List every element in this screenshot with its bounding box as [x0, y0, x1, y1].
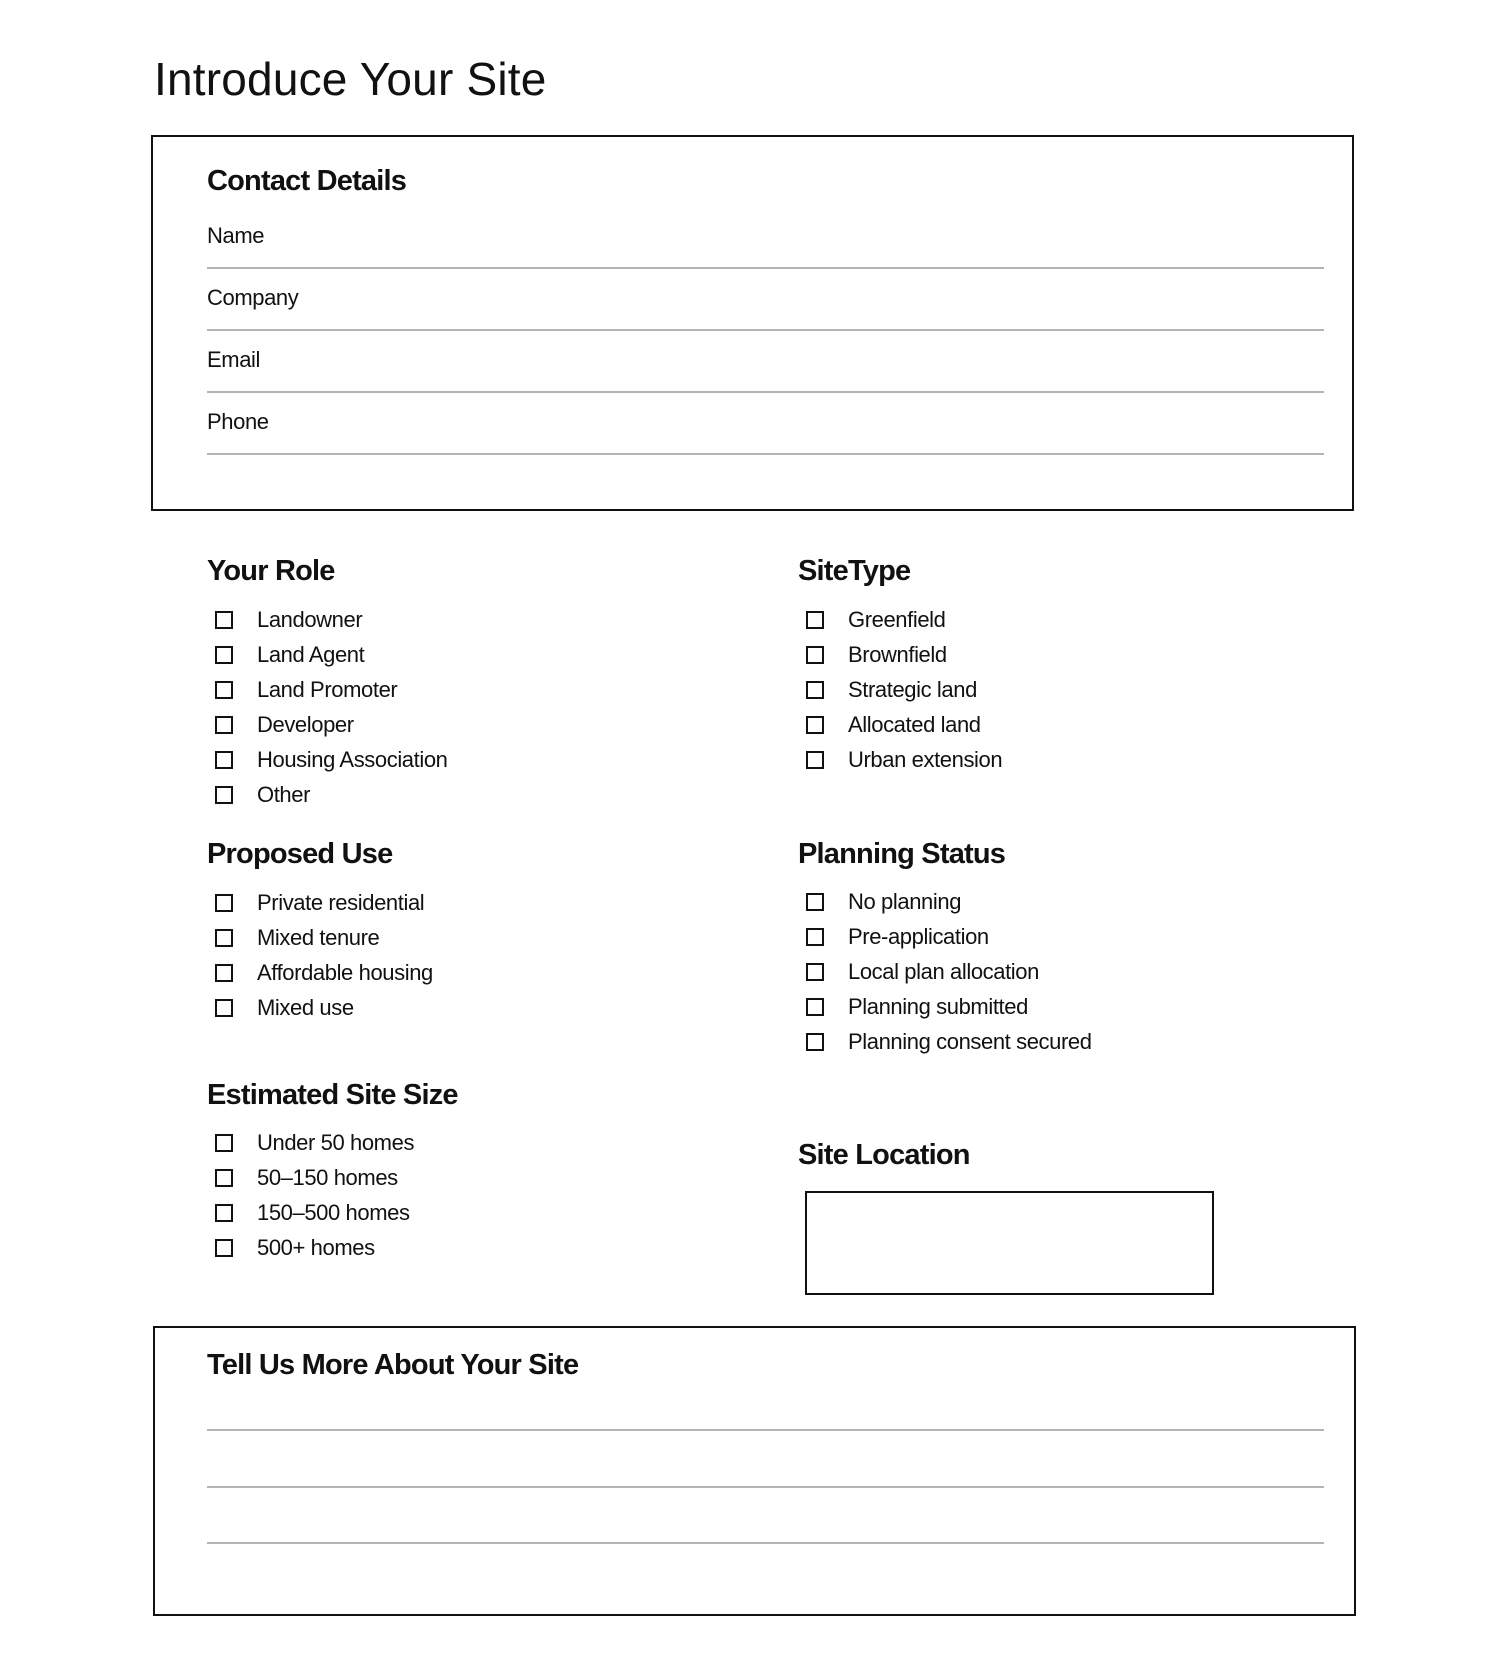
- your-role-heading: Your Role: [207, 555, 335, 587]
- checkbox[interactable]: [215, 611, 233, 629]
- site-type-option-allocated-land[interactable]: [798, 707, 1002, 742]
- tell-us-more-line[interactable]: [207, 1486, 1324, 1488]
- planning-status-option-local-plan-allocation[interactable]: [798, 954, 1092, 989]
- name-field-line: [207, 267, 1324, 269]
- planning-status-options: [798, 884, 1092, 1059]
- checkbox[interactable]: [806, 751, 824, 769]
- option-label: Private residential: [257, 889, 425, 915]
- site-type-options: [798, 602, 1002, 777]
- option-label: Urban extension: [848, 746, 1003, 772]
- site-type-option-greenfield[interactable]: [798, 602, 1002, 637]
- site-size-options: [207, 1125, 414, 1265]
- email-field-line: [207, 391, 1324, 393]
- checkbox[interactable]: [215, 646, 233, 664]
- checkbox[interactable]: [215, 964, 233, 982]
- tell-us-more-line[interactable]: [207, 1542, 1324, 1544]
- option-label: Developer: [257, 711, 354, 737]
- email-field[interactable]: [207, 345, 1324, 393]
- site-location-input[interactable]: [805, 1191, 1214, 1295]
- tell-us-more-heading: Tell Us More About Your Site: [207, 1349, 579, 1381]
- tell-us-more-line[interactable]: [207, 1429, 1324, 1431]
- option-label: 50–150 homes: [257, 1164, 398, 1190]
- name-field-label: Name: [207, 223, 265, 248]
- checkbox[interactable]: [215, 1134, 233, 1152]
- checkbox[interactable]: [215, 929, 233, 947]
- option-label: Local plan allocation: [848, 958, 1039, 984]
- checkbox[interactable]: [806, 716, 824, 734]
- planning-status-option-pre-application[interactable]: [798, 919, 1092, 954]
- option-label: 150–500 homes: [257, 1199, 410, 1225]
- phone-field-line: [207, 453, 1324, 455]
- option-label: Under 50 homes: [257, 1129, 415, 1155]
- site-location-heading: Site Location: [798, 1139, 970, 1171]
- option-label: Greenfield: [848, 606, 946, 632]
- role-option-land-agent[interactable]: [207, 637, 448, 672]
- company-field[interactable]: [207, 283, 1324, 331]
- checkbox[interactable]: [806, 963, 824, 981]
- role-option-housing-association[interactable]: [207, 742, 448, 777]
- option-label: Land Agent: [257, 641, 365, 667]
- role-option-landowner[interactable]: [207, 602, 448, 637]
- company-field-label: Company: [207, 285, 299, 310]
- proposed-use-options: [207, 885, 433, 1025]
- option-label: Landowner: [257, 606, 363, 632]
- email-field-label: Email: [207, 347, 261, 372]
- checkbox[interactable]: [806, 928, 824, 946]
- checkbox[interactable]: [215, 894, 233, 912]
- option-label: Land Promoter: [257, 676, 398, 702]
- checkbox[interactable]: [806, 893, 824, 911]
- checkbox[interactable]: [806, 1033, 824, 1051]
- option-label: Mixed tenure: [257, 924, 380, 950]
- planning-status-option-planning-submitted[interactable]: [798, 989, 1092, 1024]
- option-label: Planning submitted: [848, 993, 1028, 1019]
- option-label: Mixed use: [257, 994, 354, 1020]
- site-type-option-strategic-land[interactable]: [798, 672, 1002, 707]
- role-option-developer[interactable]: [207, 707, 448, 742]
- checkbox[interactable]: [215, 999, 233, 1017]
- site-size-option-under-50[interactable]: [207, 1125, 414, 1160]
- site-size-option-150-500[interactable]: [207, 1195, 414, 1230]
- option-label: Allocated land: [848, 711, 981, 737]
- proposed-use-option-mixed-use[interactable]: [207, 990, 433, 1025]
- site-type-option-brownfield[interactable]: [798, 637, 1002, 672]
- name-field[interactable]: [207, 221, 1324, 269]
- checkbox[interactable]: [215, 786, 233, 804]
- checkbox[interactable]: [215, 1204, 233, 1222]
- contact-details-heading: Contact Details: [207, 165, 407, 197]
- option-label: Other: [257, 781, 311, 807]
- proposed-use-heading: Proposed Use: [207, 838, 393, 870]
- checkbox[interactable]: [806, 998, 824, 1016]
- site-size-option-50-150[interactable]: [207, 1160, 414, 1195]
- checkbox[interactable]: [215, 751, 233, 769]
- checkbox[interactable]: [215, 716, 233, 734]
- phone-field-label: Phone: [207, 409, 269, 434]
- proposed-use-option-private-residential[interactable]: [207, 885, 433, 920]
- role-option-other[interactable]: [207, 777, 448, 812]
- site-size-option-500-plus[interactable]: [207, 1230, 414, 1265]
- phone-field[interactable]: [207, 407, 1324, 455]
- company-field-line: [207, 329, 1324, 331]
- proposed-use-option-affordable-housing[interactable]: [207, 955, 433, 990]
- checkbox[interactable]: [806, 646, 824, 664]
- page-title: Introduce Your Site: [154, 53, 547, 105]
- checkbox[interactable]: [215, 681, 233, 699]
- option-label: 500+ homes: [257, 1234, 375, 1260]
- option-label: Housing Association: [257, 746, 448, 772]
- site-size-heading: Estimated Site Size: [207, 1079, 458, 1111]
- option-label: Affordable housing: [257, 959, 433, 985]
- planning-status-heading: Planning Status: [798, 838, 1006, 870]
- checkbox[interactable]: [806, 611, 824, 629]
- planning-status-option-no-planning[interactable]: [798, 884, 1092, 919]
- checkbox[interactable]: [215, 1169, 233, 1187]
- role-option-land-promoter[interactable]: [207, 672, 448, 707]
- option-label: No planning: [848, 888, 962, 914]
- checkbox[interactable]: [215, 1239, 233, 1257]
- planning-status-option-planning-consent-secured[interactable]: [798, 1024, 1092, 1059]
- option-label: Strategic land: [848, 676, 977, 702]
- site-type-heading: SiteType: [798, 555, 911, 587]
- proposed-use-option-mixed-tenure[interactable]: [207, 920, 433, 955]
- option-label: Pre-application: [848, 923, 989, 949]
- checkbox[interactable]: [806, 681, 824, 699]
- option-label: Planning consent secured: [848, 1028, 1092, 1054]
- your-role-options: [207, 602, 448, 812]
- site-type-option-urban-extension[interactable]: [798, 742, 1002, 777]
- option-label: Brownfield: [848, 641, 947, 667]
